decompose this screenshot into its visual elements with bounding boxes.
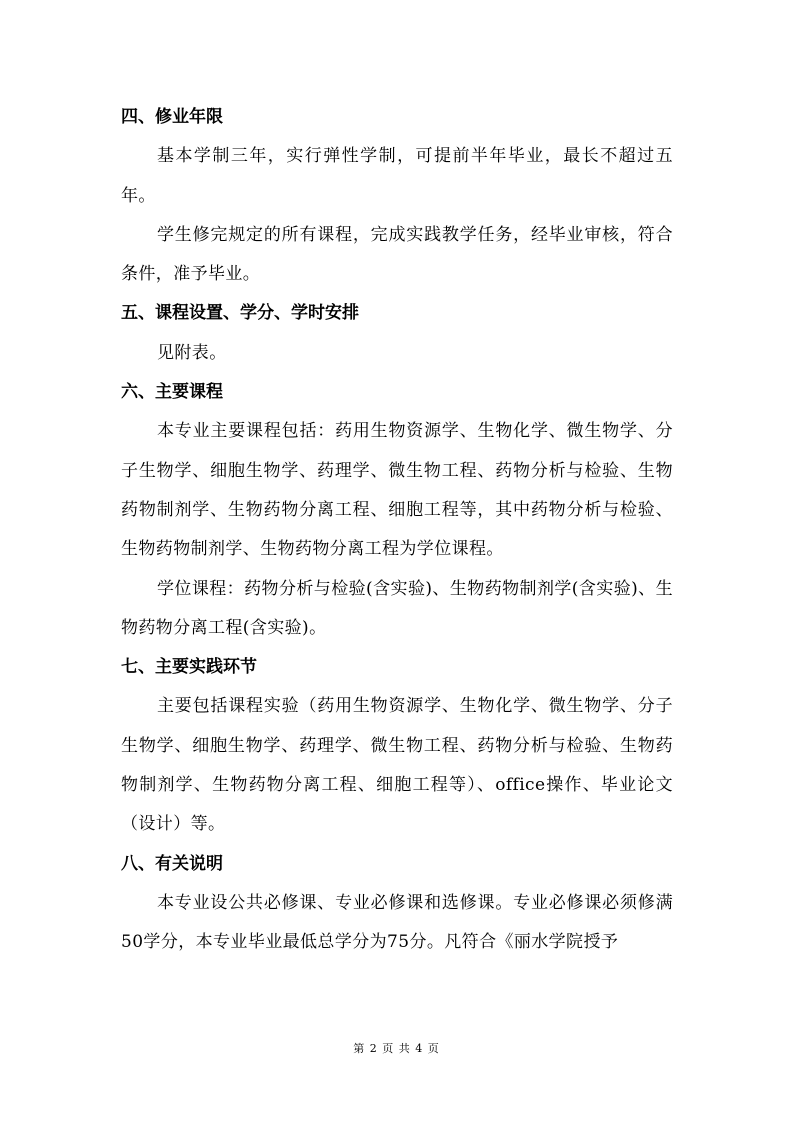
paragraph: 主要包括课程实验（药用生物资源学、生物化学、微生物学、分子生物学、细胞生物学、药理学、微生物工程、药物分析与检验、生物药物制剂学、生物药物分离工程、细胞工程等）、office操作、毕业论文（设计）等。: [121, 696, 673, 835]
section-heading: 四、修业年限: [121, 107, 223, 127]
paragraph: 学生修完规定的所有课程，完成实践教学任务，经毕业审核，符合条件，准予毕业。: [121, 224, 673, 285]
section-practice: [121, 648, 673, 844]
paragraph: 学位课程：药物分析与检验(含实验)、生物药物制剂学(含实验)、生物药物分离工程(含实验)。: [121, 578, 673, 638]
section-heading: 七、主要实践环节: [121, 657, 257, 678]
document-body: [121, 98, 673, 963]
paragraph: 本专业主要课程包括：药用生物资源学、生物化学、微生物学、分子生物学、细胞生物学、药理学、微生物工程、药物分析与检验、生物药物制剂学、生物药物分离工程、细胞工程等，其中药物分析与检验、生物药物制剂学、生物药物分离工程为学位课程。: [121, 421, 673, 560]
page-number: 第 2 页 共 4 页: [353, 1042, 440, 1055]
paragraph: 见附表。: [157, 342, 227, 363]
section-course-setup: [121, 294, 673, 373]
section-duration: [121, 98, 673, 294]
section-notes: [121, 845, 673, 963]
section-main-courses: [121, 373, 673, 648]
paragraph: 本专业设公共必修课、专业必修课和选修课。专业必修课必须修满50学分，本专业毕业最低总学分为75分。凡符合《丽水学院授予: [121, 892, 673, 953]
section-heading: 八、有关说明: [121, 853, 223, 874]
section-heading: 五、课程设置、学分、学时安排: [121, 303, 359, 324]
section-heading: 六、主要课程: [121, 382, 223, 403]
paragraph: 基本学制三年，实行弹性学制，可提前半年毕业，最长不超过五年。: [121, 146, 673, 206]
